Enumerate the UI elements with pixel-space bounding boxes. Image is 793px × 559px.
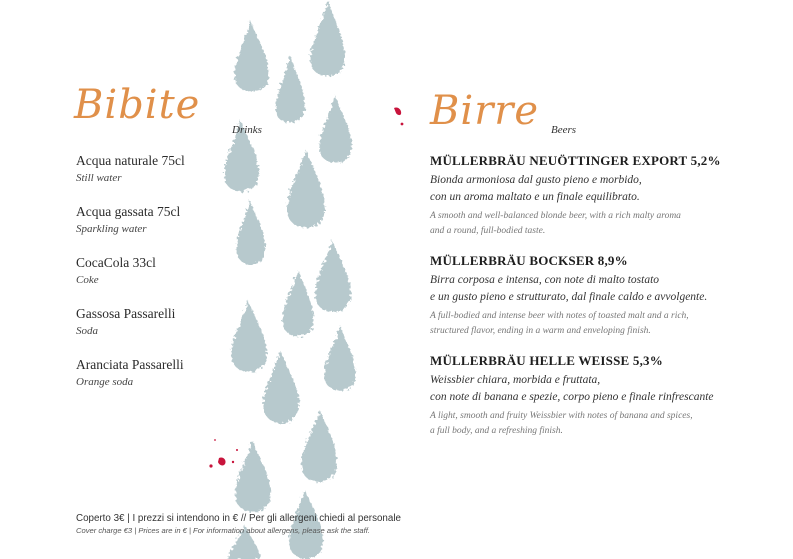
drink-item xyxy=(76,356,226,407)
drink-item xyxy=(76,152,226,203)
beer-italian-line: con un aroma maltato e un finale equilibrato. xyxy=(430,191,640,203)
beer-english-line: A full-bodied and intense beer with notes of toasted malt and a rich, xyxy=(430,311,689,321)
drink-english: Soda xyxy=(76,325,98,337)
drink-name: Acqua naturale 75cl xyxy=(76,153,185,168)
drinks-list xyxy=(76,152,226,407)
drink-english: Orange soda xyxy=(76,376,134,388)
red-splash-bottom xyxy=(205,436,245,472)
drop-shape xyxy=(231,300,266,372)
drink-english: Sparkling water xyxy=(76,223,147,235)
beer-italian-line: Birra corposa e intensa, con note di malto tostato xyxy=(430,274,660,286)
beer-name: MÜLLERBRÄU NEUÖTTINGER EXPORT 5,2% xyxy=(430,153,721,168)
drink-name: Acqua gassata 75cl xyxy=(76,204,181,219)
drop-shape xyxy=(276,55,305,123)
beer-italian-line: e un gusto pieno e strutturato, dal finale caldo e avvolgente. xyxy=(430,291,708,303)
drink-name: CocaCola 33cl xyxy=(76,255,156,270)
drink-item xyxy=(76,203,226,254)
beer-english-description xyxy=(430,309,770,339)
drop-shape xyxy=(301,410,337,482)
drop-shape xyxy=(325,325,356,391)
drink-item xyxy=(76,305,226,356)
beer-italian-line: Bionda armoniosa dal gusto pieno e morbido, xyxy=(430,174,642,186)
drop-shape xyxy=(287,150,324,228)
beer-english-line: a full body, and a refreshing finish. xyxy=(430,426,563,436)
beer-italian-description xyxy=(430,172,770,206)
beer-italian-description xyxy=(430,272,770,306)
drop-shape xyxy=(236,200,265,265)
drop-shape xyxy=(320,95,352,163)
beer-name: MÜLLERBRÄU BOCKSER 8,9% xyxy=(430,253,628,268)
beer-english-line: structured flavor, ending in a warm and enveloping finish. xyxy=(430,326,651,336)
drinks-subtitle: Drinks xyxy=(232,124,262,136)
drinks-heading: Bibite xyxy=(74,82,201,128)
beer-name: MÜLLERBRÄU HELLE WEISSE 5,3% xyxy=(430,353,663,368)
drop-shape xyxy=(311,0,345,76)
drink-item xyxy=(76,254,226,305)
red-splash-top xyxy=(392,104,406,128)
beer-english-description xyxy=(430,209,770,239)
beers-heading: Birre xyxy=(430,88,540,134)
beer-italian-line: Weissbier chiara, morbida e fruttata, xyxy=(430,374,601,386)
drop-shape xyxy=(283,270,314,336)
beer-italian-line: con note di banana e spezie, corpo pieno e finale rinfrescante xyxy=(430,391,714,403)
beer-item xyxy=(430,252,770,352)
beer-italian-description xyxy=(430,372,770,406)
drink-english: Coke xyxy=(76,274,99,286)
drop-shape xyxy=(315,240,351,312)
drink-name: Gassosa Passarelli xyxy=(76,306,176,321)
beer-english-description xyxy=(430,409,770,439)
footer-note xyxy=(76,512,496,536)
beer-english-line: A light, smooth and fruity Weissbier with notes of banana and spices, xyxy=(430,411,693,421)
drink-english: Still water xyxy=(76,172,122,184)
beer-item xyxy=(430,152,770,252)
beers-subtitle: Beers xyxy=(551,124,577,136)
footer-italian: Coperto 3€ | I prezzi si intendono in € // Per gli allergeni chiedi al personale xyxy=(76,513,401,524)
beers-list xyxy=(430,152,770,439)
beer-item xyxy=(430,352,770,439)
drop-shape xyxy=(263,350,298,424)
drink-name: Aranciata Passarelli xyxy=(76,357,184,372)
drop-shape xyxy=(235,20,269,91)
beer-english-line: A smooth and well-balanced blonde beer, with a rich malty aroma xyxy=(430,211,681,221)
footer-english: Cover charge €3 | Prices are in € | For information about allergens, please ask the staff. xyxy=(76,526,370,535)
watercolor-drops-decoration xyxy=(210,0,380,559)
beer-english-line: and a round, full-bodied taste. xyxy=(430,226,546,236)
